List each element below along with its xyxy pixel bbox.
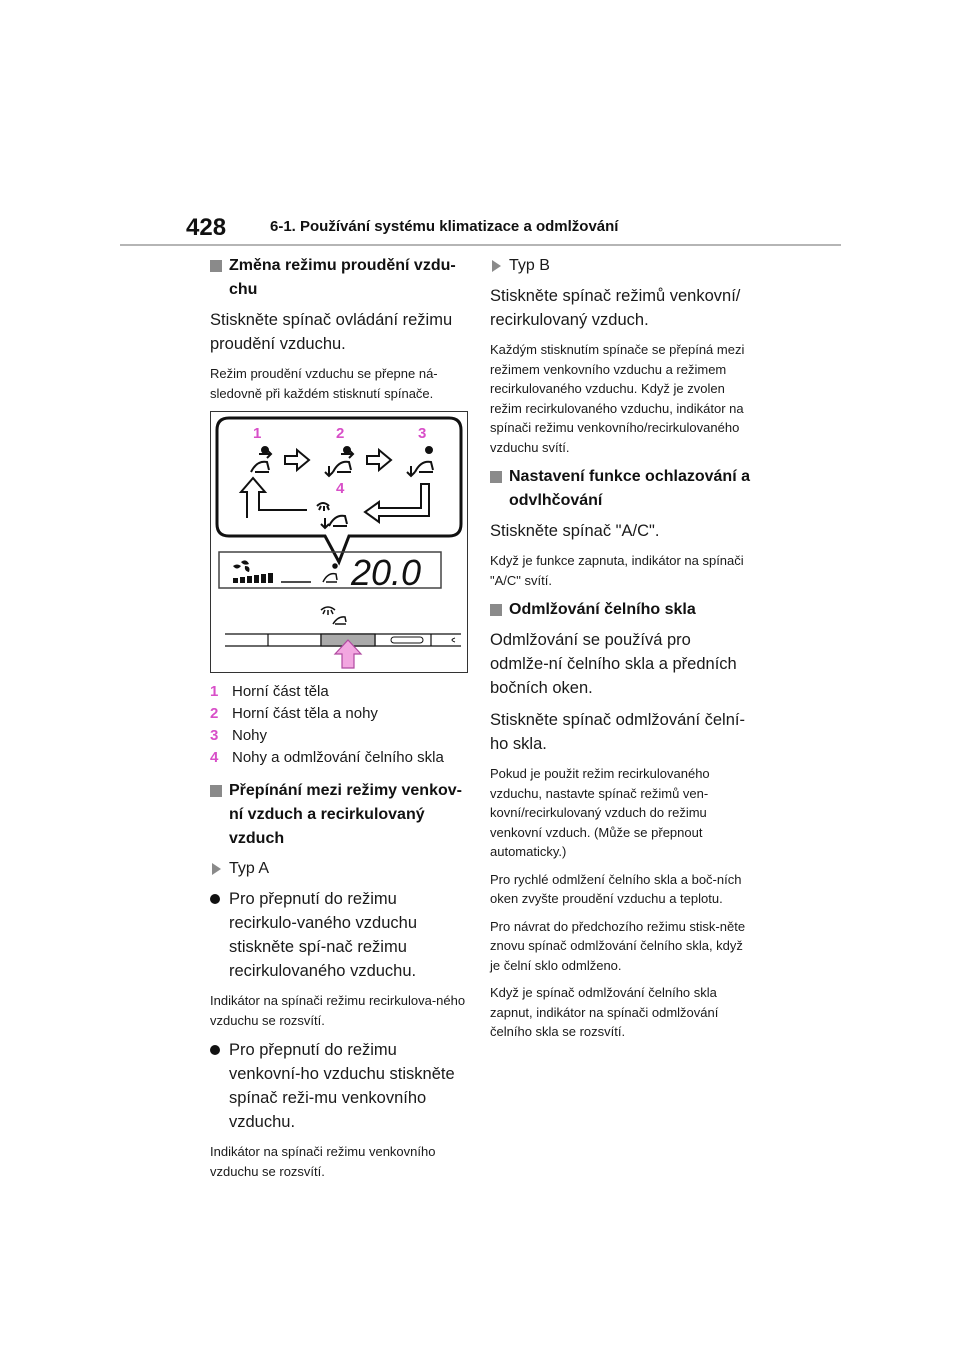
- header-divider: [120, 244, 841, 246]
- triangle-marker-icon: [212, 863, 221, 875]
- left-column: [210, 254, 468, 1189]
- partial-button-indicator: [452, 638, 455, 642]
- subheading-type-a: [210, 857, 468, 881]
- legend-number: 4: [210, 749, 219, 766]
- airflow-note: Režim proudění vzduchu se přepne ná-sledovně při každém stisknutí spínače.: [210, 366, 438, 401]
- callout-4: 4: [336, 480, 345, 497]
- windshield-defog-icon: [321, 607, 346, 624]
- type-b-note: Každým stisknutím spínače se přepíná mezi režimem venkovního vzduchu a režimem recirkulovaného vzduchu. Když je zvolen režim recirkulovaného vzduchu, indikátor na spínači režimu venkovního/recirkulovaného vzduchu svítí.: [490, 342, 745, 455]
- outside-indicator-note: Indikátor na spínači režimu venkovního vzduchu se rozsvítí.: [210, 1144, 436, 1179]
- airflow-diagram: [211, 412, 467, 672]
- defog-note-quick: Pro rychlé odmlžení čelního skla a boč-ních oken zvyšte proudění vzduchu a teplotu.: [490, 871, 742, 906]
- heading-ac: [490, 465, 752, 513]
- heading-defog: [490, 598, 752, 622]
- subheading-type-b: [490, 254, 752, 278]
- bullet-outside-mode: [210, 1038, 468, 1134]
- callout-1: 1: [253, 425, 262, 442]
- callout-2: 2: [336, 425, 345, 442]
- defog-note-indicator: Když je spínač odmlžování čelního skla zapnut, indikátor na spínači odmlžování čelního skla se rozsvítí.: [490, 985, 719, 1039]
- square-marker-icon: [210, 260, 222, 272]
- display-mode-icon: [323, 564, 337, 582]
- legend-number: 3: [210, 727, 219, 744]
- legend-number: 2: [210, 705, 219, 722]
- figure-legend: [210, 681, 468, 769]
- square-marker-icon: [490, 471, 502, 483]
- airflow-instruction: Stiskněte spínač ovládání režimu proudění vzduchu.: [210, 311, 453, 353]
- defog-instruction: Stiskněte spínač odmlžování čelní-ho skla.: [490, 711, 745, 753]
- fan-icon: [233, 560, 250, 572]
- defog-note-recirc: Pokud je použit režim recirkulovaného vzduchu, nastavte spínač režimů ven-kovní/recirkulovaný vzduch do režimu venkovní vzduch. (Může se přepnout automaticky.): [490, 766, 710, 859]
- square-marker-icon: [490, 604, 502, 616]
- ac-instruction: Stiskněte spínač "A/C".: [490, 522, 660, 540]
- defog-description: Odmlžování se používá pro odmlže-ní čelního skla a předních bočních oken.: [490, 631, 737, 697]
- heading-ac-text: Nastavení funkce ochlazování a odvlhčování: [509, 468, 750, 509]
- bullet-recirc-mode: [210, 887, 468, 983]
- heading-recirculation-text: Přepínání mezi režimy venkov-ní vzduch a recirkulovaný vzduch: [229, 782, 462, 847]
- bullet-outside-text: Pro přepnutí do režimu venkovní-ho vzduchu stiskněte spínač reži-mu venkovního vzduchu.: [229, 1041, 455, 1131]
- section-title: 6-1. Používání systému klimatizace a odmlžování: [270, 218, 619, 235]
- legend-item: [210, 747, 468, 769]
- heading-recirculation: [210, 779, 468, 851]
- airflow-feet-defog-icon: [317, 503, 347, 528]
- legend-number: 1: [210, 683, 219, 700]
- recirc-indicator-note: Indikátor na spínači režimu recirkulova-ného vzduchu se rozsvítí.: [210, 993, 466, 1028]
- subheading-type-a-text: Typ A: [229, 860, 270, 877]
- arrow-right-icon: [367, 450, 391, 470]
- square-marker-icon: [210, 785, 222, 797]
- airflow-face-icon: [251, 447, 271, 472]
- oval-button-indicator: [391, 637, 423, 643]
- legend-text: Nohy a odmlžování čelního skla: [232, 749, 444, 766]
- legend-item: [210, 703, 468, 725]
- right-column: [490, 254, 752, 1050]
- heading-airflow-mode: [210, 254, 468, 302]
- subheading-type-b-text: Typ B: [509, 257, 550, 274]
- return-arrow-right: [365, 484, 429, 522]
- legend-text: Horní část těla a nohy: [232, 705, 378, 722]
- callout-3: 3: [418, 425, 427, 442]
- airflow-face-feet-icon: [325, 447, 353, 476]
- return-arrow-left: [241, 478, 307, 518]
- defog-note-return: Pro návrat do předchozího režimu stisk-něte znovu spínač odmlžování čelního skla, když je čelní sklo odmlženo.: [490, 918, 746, 973]
- legend-text: Nohy: [232, 727, 268, 744]
- arrow-right-icon: [285, 450, 309, 470]
- heading-airflow-mode-text: Změna režimu proudění vzdu-chu: [229, 257, 456, 298]
- legend-item: [210, 681, 468, 703]
- airflow-feet-icon: [407, 447, 433, 476]
- legend-text: Horní část těla: [232, 683, 329, 700]
- bullet-recirc-text: Pro přepnutí do režimu recirkulo-vaného vzduchu stiskněte spí-nač režimu recirkulovaného vzduchu.: [229, 890, 418, 980]
- heading-defog-text: Odmlžování čelního skla: [509, 601, 696, 618]
- display-temperature: 20.0: [351, 552, 422, 593]
- ac-note: Když je funkce zapnuta, indikátor na spínači "A/C" svítí.: [490, 553, 744, 588]
- triangle-marker-icon: [492, 260, 501, 272]
- type-b-instruction: Stiskněte spínač režimů venkovní/ recirkulovaný vzduch.: [490, 287, 741, 329]
- bullet-dot-icon: [210, 894, 220, 904]
- page-number: 428: [186, 214, 227, 241]
- bullet-dot-icon: [210, 1045, 220, 1055]
- fan-level-bars: [233, 573, 273, 583]
- legend-item: [210, 725, 468, 747]
- airflow-mode-figure: [210, 411, 468, 673]
